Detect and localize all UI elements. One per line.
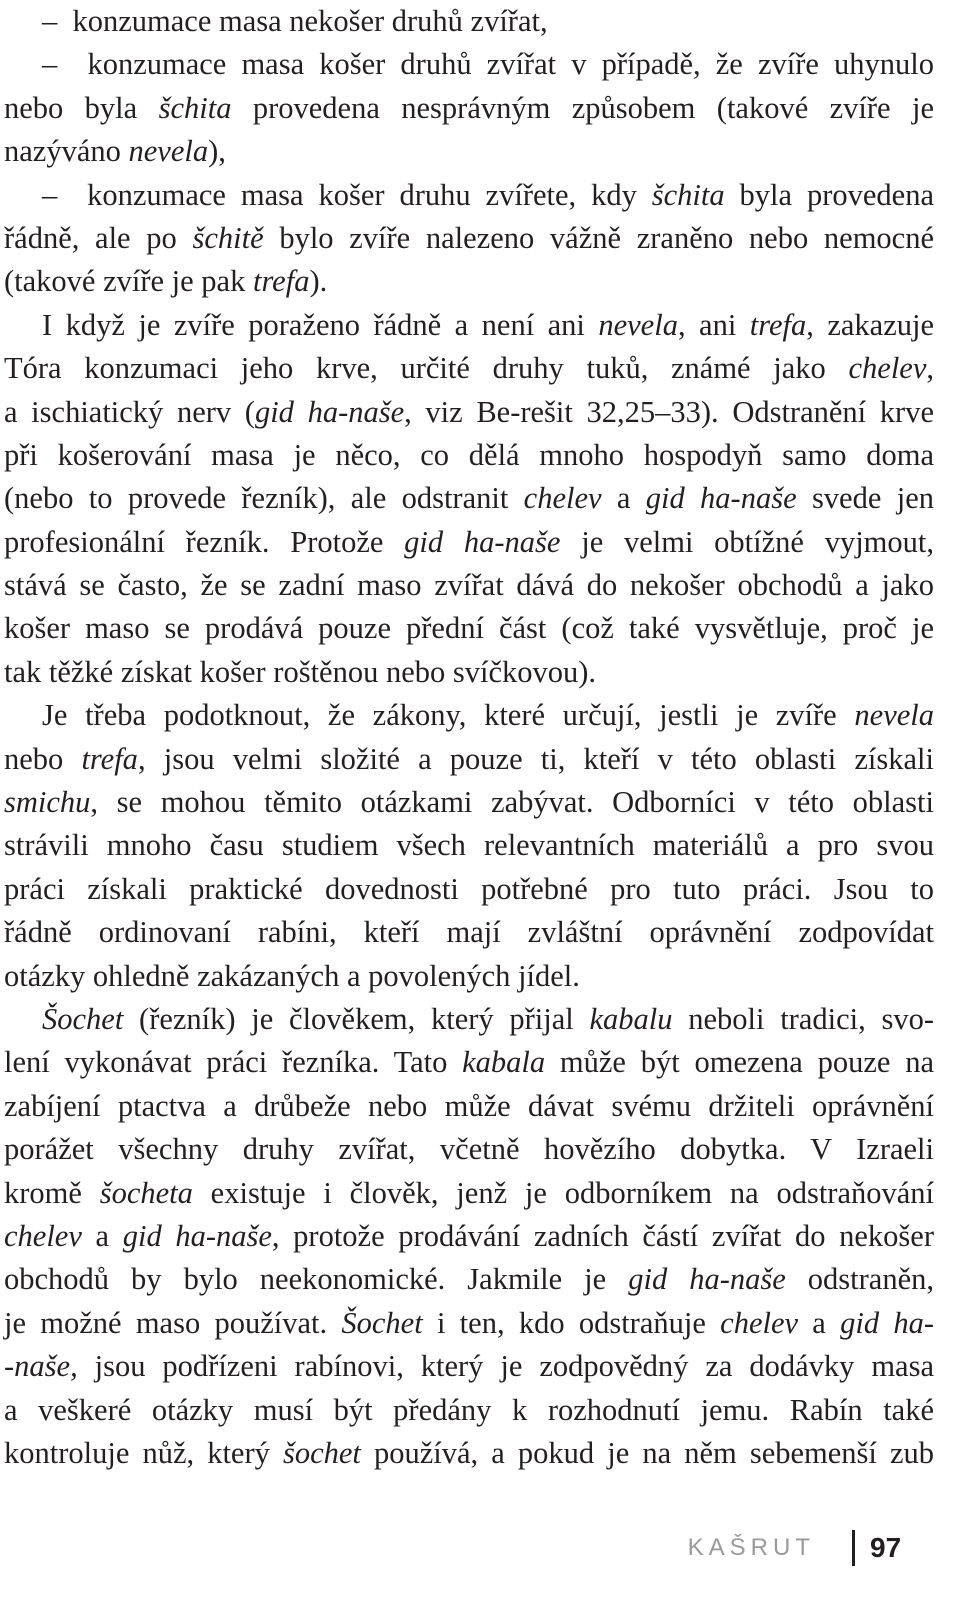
italic-term: gid ha-naše <box>404 524 561 559</box>
text-segment: kontroluje nůž, který <box>4 1435 283 1470</box>
text-line <box>4 43 934 86</box>
text-segment: , protože prodávání zadních částí zvířat do nekošer <box>271 1218 934 1253</box>
italic-term: gid ha-naše <box>628 1262 786 1297</box>
text-line <box>4 87 934 130</box>
text-segment: profesionální řezník. Protože <box>4 524 405 559</box>
page-number: 97 <box>870 1532 902 1563</box>
text-line <box>4 1389 934 1432</box>
text-line <box>4 347 934 390</box>
text-segment: neboli tradici, svo- <box>672 1001 934 1036</box>
text-segment: – konzumace masa košer druhu zvířete, kdy <box>42 177 652 212</box>
text-segment: i ten, kdo odstraňuje <box>422 1305 721 1340</box>
text-line <box>4 1085 934 1128</box>
italic-term: gid ha-naše <box>254 394 405 429</box>
text-segment: stává se často, že se zadní maso zvířat dává do nekošer obchodů a jako <box>4 568 934 603</box>
text-segment: jsou podřízeni rabínovi, který je zodpovědný za dodávky masa <box>77 1349 934 1384</box>
text-segment: nazýváno <box>4 134 129 169</box>
text-line <box>4 0 934 43</box>
italic-term: gid ha-naše <box>645 481 797 516</box>
text-line <box>4 1302 934 1345</box>
italic-term: trefa <box>81 741 138 776</box>
text-segment: existuje i člověk, jenž je odborníkem na odstraňování <box>192 1175 934 1210</box>
text-segment: (řezník) je člověkem, který přijal <box>123 1001 590 1036</box>
text-segment: a <box>81 1218 123 1253</box>
text-line <box>4 304 934 347</box>
text-line <box>4 1345 934 1388</box>
text-line <box>4 521 934 564</box>
text-segment: provedena nesprávným způsobem (takové zvíře je <box>231 90 934 125</box>
text-segment: Tóra konzumaci jeho krve, určité druhy tuků, známé jako <box>4 351 849 386</box>
italic-term: chelev <box>4 1218 82 1253</box>
italic-term: šchitě <box>192 220 264 255</box>
italic-term: trefa <box>749 307 807 342</box>
text-line <box>4 781 934 824</box>
text-segment: je velmi obtížné vyjmout, <box>560 524 934 559</box>
text-segment: , zakazuje <box>806 307 934 342</box>
text-segment: řádně, ale po <box>4 220 193 255</box>
text-segment: odstraněn, <box>785 1262 934 1297</box>
text-line <box>4 1258 934 1301</box>
text-segment: používá, a pokud je na něm sebemenší zub <box>360 1435 935 1470</box>
text-segment: nebo byla <box>4 90 159 125</box>
text-segment: a ischiatický nerv ( <box>4 394 255 429</box>
text-segment: košer maso se prodává pouze přední část (což také vysvětluje, proč je <box>4 611 934 646</box>
italic-term: trefa <box>252 264 310 299</box>
text-line <box>4 998 934 1041</box>
text-line <box>4 1215 934 1258</box>
text-segment: a <box>601 481 646 516</box>
text-line <box>4 217 934 260</box>
italic-term: chelev <box>720 1305 799 1340</box>
text-line <box>4 1041 934 1084</box>
text-line <box>4 738 934 781</box>
text-segment: práci získali praktické dovednosti potřebné pro tuto práci. Jsou to <box>4 871 934 906</box>
italic-term: smichu <box>4 785 91 820</box>
text-segment: a <box>798 1305 841 1340</box>
text-line <box>4 607 934 650</box>
text-segment: , jsou velmi složité a pouze ti, kteří v této oblasti získali <box>137 741 934 776</box>
text-segment: řádně ordinovaní rabíni, kteří mají zvláštní oprávnění zodpovídat <box>4 915 934 950</box>
text-segment: , se mohou těmito otázkami zabývat. Odborníci v této oblasti <box>90 785 934 820</box>
text-segment: svede jen <box>796 481 934 516</box>
text-segment: I když je zvíře poraženo řádně a není ani <box>42 307 599 342</box>
text-line <box>4 434 934 477</box>
text-segment: , ani <box>677 307 750 342</box>
italic-term: gid ha- <box>840 1305 934 1340</box>
italic-term: kabala <box>462 1045 546 1080</box>
text-segment: Je třeba podotknout, že zákony, které určují, jestli je zvíře <box>42 698 855 733</box>
page-footer <box>0 1530 960 1570</box>
text-segment: a veškeré otázky musí být předány k rozhodnutí jemu. Rabín také <box>4 1392 934 1427</box>
text-line <box>4 824 934 867</box>
italic-term: chelev <box>523 481 602 516</box>
italic-term: šocheta <box>99 1175 193 1210</box>
text-line <box>4 564 934 607</box>
text-segment: je možné maso používat. <box>4 1305 342 1340</box>
text-segment: kromě <box>4 1175 100 1210</box>
text-segment: obchodů by bylo neekonomické. Jakmile je <box>4 1262 629 1297</box>
text-segment: otázky ohledně zakázaných a povolených jídel. <box>4 958 580 993</box>
text-segment: – konzumace masa nekošer druhů zvířat, <box>42 4 548 38</box>
text-line <box>4 174 934 217</box>
italic-term: Šochet <box>42 1001 124 1036</box>
text-line <box>4 130 934 173</box>
italic-term: šchita <box>158 90 232 125</box>
text-segment: , viz Be-rešit 32,25–33). Odstranění krve <box>404 394 934 429</box>
text-line <box>4 260 934 303</box>
text-segment: porážet všechny druhy zvířat, včetně hovězího dobytka. V Izraeli <box>4 1132 934 1167</box>
text-line <box>4 868 934 911</box>
italic-term: kabalu <box>589 1001 673 1036</box>
text-line <box>4 1432 934 1475</box>
text-segment: tak těžké získat košer roštěnou nebo svíčkovou). <box>4 654 597 689</box>
text-segment: strávili mnoho času studiem všech relevantních materiálů a pro svou <box>4 828 934 863</box>
text-segment: při košerování masa je něco, co dělá mnoho hospodyň samo doma <box>4 437 934 472</box>
text-line <box>4 911 934 954</box>
text-segment: bylo zvíře nalezeno vážně zraněno nebo nemocné <box>263 220 934 255</box>
text-segment: lení vykonávat práci řezníka. Tato <box>4 1045 463 1080</box>
text-line <box>4 391 934 434</box>
italic-term: šchita <box>651 177 725 212</box>
page-body <box>4 0 934 1475</box>
text-line <box>4 1128 934 1171</box>
text-segment: může být omezena pouze na <box>545 1045 934 1080</box>
italic-term: gid ha-naše <box>122 1218 272 1253</box>
text-segment: , <box>926 351 934 386</box>
running-section-title: KAŠRUT <box>687 1534 815 1561</box>
text-segment: (nebo to provede řezník), ale odstranit <box>4 481 524 516</box>
text-segment: ). <box>309 264 328 299</box>
italic-term: chelev <box>848 351 927 386</box>
text-line <box>4 955 934 998</box>
text-segment: zabíjení ptactva a drůbeže nebo může dávat svému držiteli oprávnění <box>4 1088 934 1123</box>
italic-term: Šochet <box>341 1305 423 1340</box>
italic-term: šochet <box>282 1435 361 1470</box>
text-line <box>4 477 934 520</box>
text-line <box>4 651 934 694</box>
italic-term: nevela <box>598 307 678 342</box>
text-segment: – konzumace masa košer druhů zvířat v případě, že zvíře uhynulo <box>42 47 934 82</box>
text-segment: ), <box>208 134 226 169</box>
text-segment: (takové zvíře je pak <box>4 264 253 299</box>
italic-term: -naše, <box>4 1349 78 1384</box>
text-segment: nebo <box>4 741 82 776</box>
italic-term: nevela <box>128 134 209 169</box>
footer-divider <box>852 1530 855 1566</box>
text-line <box>4 1172 934 1215</box>
text-line <box>4 694 934 737</box>
text-segment: byla provedena <box>724 177 935 212</box>
italic-term: nevela <box>854 698 934 733</box>
